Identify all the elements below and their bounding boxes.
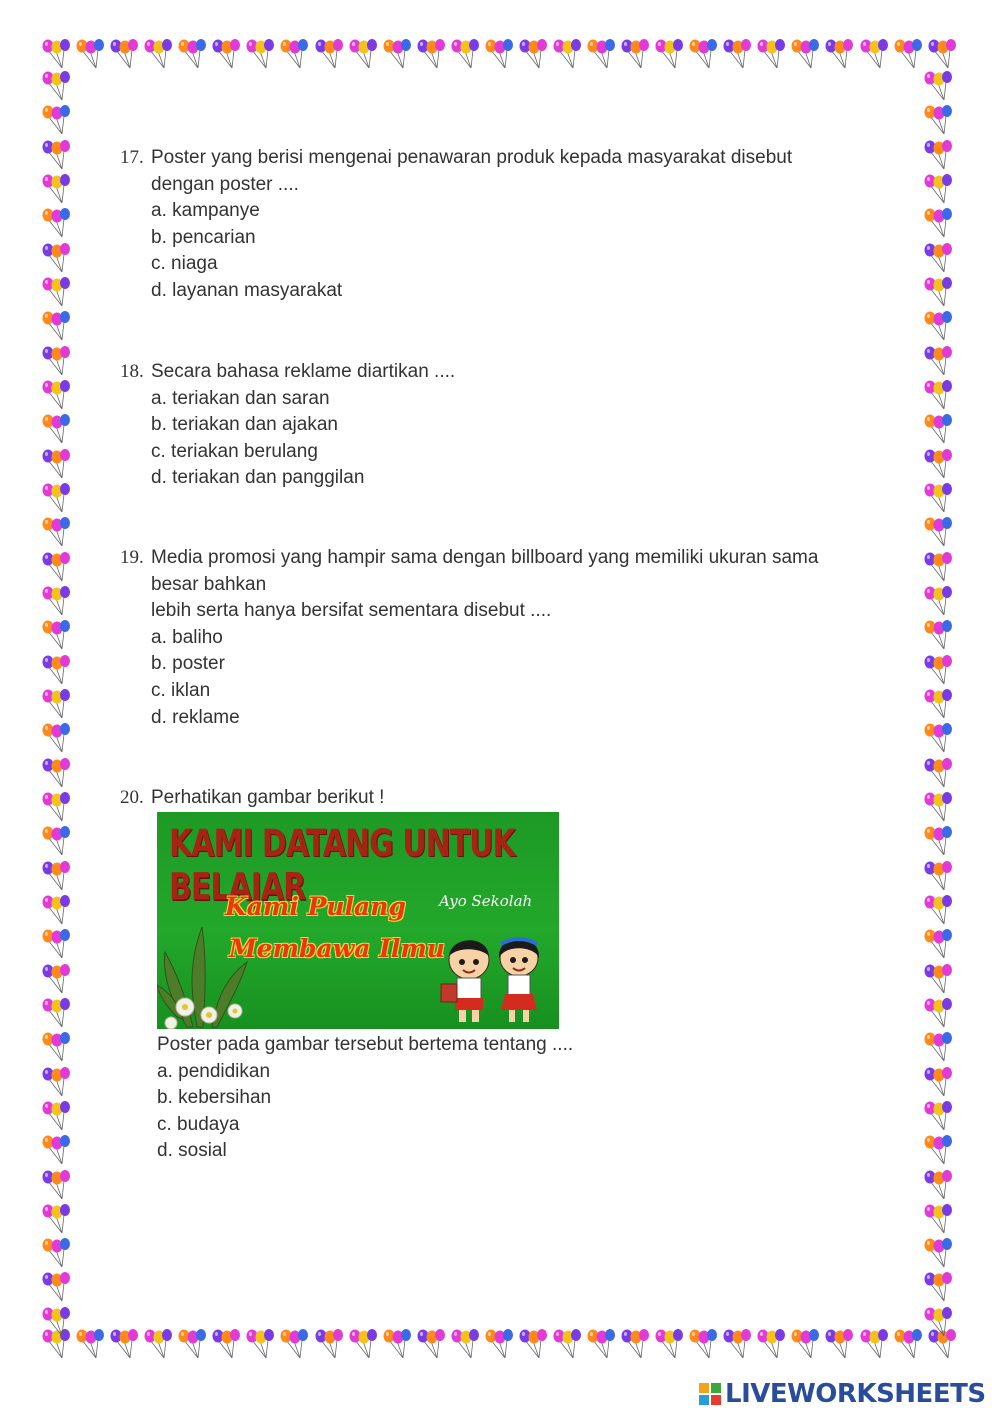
balloon-icon bbox=[40, 963, 74, 997]
balloon-icon bbox=[922, 551, 956, 585]
balloon-icon bbox=[721, 38, 755, 72]
border-right bbox=[922, 70, 958, 1340]
option-d[interactable]: d. layanan masyarakat bbox=[151, 279, 343, 301]
balloon-icon bbox=[40, 722, 74, 756]
question-20-answers bbox=[120, 1032, 880, 1165]
balloon-icon bbox=[40, 1203, 74, 1237]
balloon-icon bbox=[176, 38, 210, 72]
question-number: 19. bbox=[120, 547, 144, 568]
balloon-icon bbox=[40, 310, 74, 344]
balloon-icon bbox=[108, 38, 142, 72]
option-a[interactable]: a. pendidikan bbox=[157, 1060, 271, 1082]
balloon-icon bbox=[347, 38, 381, 72]
balloon-icon bbox=[892, 1328, 926, 1362]
balloon-icon bbox=[922, 585, 956, 619]
balloon-icon bbox=[483, 1328, 517, 1362]
balloon-icon bbox=[892, 38, 926, 72]
balloon-icon bbox=[926, 38, 960, 72]
balloon-icon bbox=[922, 1134, 956, 1168]
balloon-icon bbox=[74, 38, 108, 72]
option-c[interactable]: c. budaya bbox=[157, 1113, 240, 1135]
balloon-icon bbox=[551, 1328, 585, 1362]
balloon-icon bbox=[922, 1237, 956, 1271]
balloon-icon bbox=[922, 1100, 956, 1134]
balloon-icon bbox=[922, 894, 956, 928]
balloon-icon bbox=[653, 1328, 687, 1362]
balloon-icon bbox=[922, 860, 956, 894]
children-illustration-icon bbox=[433, 922, 553, 1027]
question-text: lebih serta hanya bersifat sementara disebut .... bbox=[151, 600, 552, 622]
balloon-icon bbox=[415, 1328, 449, 1362]
option-c[interactable]: c. niaga bbox=[151, 253, 218, 275]
question-text: Secara bahasa reklame diartikan .... bbox=[151, 361, 456, 382]
balloon-icon bbox=[755, 1328, 789, 1362]
balloon-icon bbox=[278, 38, 312, 72]
balloon-icon bbox=[381, 1328, 415, 1362]
balloon-icon bbox=[40, 654, 74, 688]
balloon-icon bbox=[313, 38, 347, 72]
question-number: 20. bbox=[120, 787, 144, 808]
poster-line-1: Kami Pulang bbox=[225, 892, 406, 921]
balloon-icon bbox=[922, 1306, 956, 1340]
balloon-icon bbox=[210, 38, 244, 72]
balloon-icon bbox=[922, 276, 956, 310]
balloon-icon bbox=[40, 448, 74, 482]
balloon-icon bbox=[922, 688, 956, 722]
option-a[interactable]: a. baliho bbox=[151, 626, 223, 648]
balloon-icon bbox=[381, 38, 415, 72]
balloon-icon bbox=[449, 1328, 483, 1362]
balloon-icon bbox=[40, 482, 74, 516]
option-b[interactable]: b. teriakan dan ajakan bbox=[151, 414, 338, 436]
balloon-icon bbox=[922, 310, 956, 344]
balloon-icon bbox=[858, 38, 892, 72]
balloon-icon bbox=[40, 38, 74, 72]
option-b[interactable]: b. poster bbox=[151, 653, 225, 675]
balloon-icon bbox=[922, 825, 956, 859]
balloon-icon bbox=[922, 1203, 956, 1237]
balloon-icon bbox=[922, 104, 956, 138]
balloon-icon bbox=[40, 139, 74, 173]
balloon-icon bbox=[619, 1328, 653, 1362]
balloon-icon bbox=[922, 379, 956, 413]
balloon-icon bbox=[789, 1328, 823, 1362]
balloon-icon bbox=[40, 1237, 74, 1271]
balloon-icon bbox=[653, 38, 687, 72]
question-18 bbox=[120, 359, 880, 492]
balloon-icon bbox=[619, 38, 653, 72]
balloon-icon bbox=[40, 860, 74, 894]
balloon-icon bbox=[40, 585, 74, 619]
balloon-icon bbox=[40, 345, 74, 379]
balloon-icon bbox=[922, 1066, 956, 1100]
liveworksheets-logo[interactable] bbox=[699, 1379, 986, 1409]
balloon-icon bbox=[922, 654, 956, 688]
balloon-icon bbox=[415, 38, 449, 72]
border-left bbox=[40, 70, 76, 1340]
balloon-icon bbox=[922, 345, 956, 379]
balloon-icon bbox=[40, 1100, 74, 1134]
option-d[interactable]: d. teriakan dan panggilan bbox=[151, 467, 365, 489]
option-b[interactable]: b. kebersihan bbox=[157, 1087, 272, 1109]
balloon-icon bbox=[313, 1328, 347, 1362]
balloon-icon bbox=[40, 70, 74, 104]
balloon-icon bbox=[40, 104, 74, 138]
brand-name: LIVEWORKSHEETS bbox=[725, 1379, 986, 1409]
plant-icon bbox=[157, 907, 267, 1029]
balloon-icon bbox=[244, 1328, 278, 1362]
poster-signature: Ayo Sekolah bbox=[439, 892, 533, 910]
balloon-icon bbox=[922, 207, 956, 241]
balloon-icon bbox=[858, 1328, 892, 1362]
balloon-icon bbox=[244, 38, 278, 72]
question-number: 18. bbox=[120, 361, 144, 382]
balloon-icon bbox=[922, 722, 956, 756]
balloon-icon bbox=[176, 1328, 210, 1362]
balloon-icon bbox=[40, 516, 74, 550]
question-text: Poster yang berisi mengenai penawaran produk kepada masyarakat disebut bbox=[151, 147, 793, 168]
option-d[interactable]: d. sosial bbox=[157, 1140, 227, 1162]
balloon-icon bbox=[40, 1134, 74, 1168]
balloon-icon bbox=[40, 619, 74, 653]
balloon-icon bbox=[922, 963, 956, 997]
balloon-icon bbox=[40, 379, 74, 413]
balloon-icon bbox=[687, 1328, 721, 1362]
balloon-icon bbox=[922, 448, 956, 482]
balloon-icon bbox=[823, 1328, 857, 1362]
option-d[interactable]: d. reklame bbox=[151, 706, 240, 728]
balloon-icon bbox=[40, 173, 74, 207]
balloon-icon bbox=[922, 413, 956, 447]
option-b[interactable]: b. pencarian bbox=[151, 226, 256, 248]
balloon-icon bbox=[210, 1328, 244, 1362]
poster-line-2: Membawa Ilmu bbox=[229, 934, 445, 963]
balloon-icon bbox=[755, 38, 789, 72]
balloon-icon bbox=[922, 757, 956, 791]
balloon-icon bbox=[40, 825, 74, 859]
balloon-icon bbox=[922, 1169, 956, 1203]
question-number: 17. bbox=[120, 147, 144, 168]
option-a[interactable]: a. teriakan dan saran bbox=[151, 387, 330, 409]
balloon-icon bbox=[922, 139, 956, 173]
balloon-icon bbox=[585, 38, 619, 72]
question-19 bbox=[120, 545, 880, 731]
balloon-icon bbox=[922, 242, 956, 276]
balloon-icon bbox=[40, 1271, 74, 1305]
question-text: dengan poster .... bbox=[151, 173, 299, 195]
balloon-icon bbox=[40, 894, 74, 928]
balloon-icon bbox=[922, 997, 956, 1031]
balloon-icon bbox=[922, 173, 956, 207]
poster-headline: KAMI DATANG UNTUK BELAJAR bbox=[169, 822, 515, 910]
balloon-icon bbox=[40, 1031, 74, 1065]
balloon-icon bbox=[74, 1328, 108, 1362]
balloon-icon bbox=[142, 38, 176, 72]
option-c[interactable]: c. teriakan berulang bbox=[151, 440, 318, 462]
border-top bbox=[40, 38, 960, 74]
balloon-icon bbox=[40, 997, 74, 1031]
balloon-icon bbox=[40, 207, 74, 241]
balloon-icon bbox=[108, 1328, 142, 1362]
balloon-icon bbox=[922, 1031, 956, 1065]
balloon-icon bbox=[922, 1271, 956, 1305]
question-followup: Poster pada gambar tersebut bertema tentang .... bbox=[157, 1034, 574, 1055]
balloon-icon bbox=[278, 1328, 312, 1362]
balloon-icon bbox=[40, 1306, 74, 1340]
balloon-icon bbox=[40, 928, 74, 962]
balloon-icon bbox=[517, 38, 551, 72]
question-text: Perhatikan gambar berikut ! bbox=[151, 787, 385, 808]
balloon-icon bbox=[721, 1328, 755, 1362]
balloon-icon bbox=[789, 38, 823, 72]
question-20 bbox=[120, 785, 880, 812]
balloon-icon bbox=[585, 1328, 619, 1362]
balloon-icon bbox=[40, 276, 74, 310]
balloon-icon bbox=[40, 413, 74, 447]
poster-image bbox=[157, 812, 559, 1029]
balloon-icon bbox=[40, 242, 74, 276]
balloon-icon bbox=[922, 516, 956, 550]
liveworksheets-mark-icon bbox=[699, 1383, 721, 1405]
balloon-icon bbox=[687, 38, 721, 72]
balloon-icon bbox=[40, 1169, 74, 1203]
balloon-icon bbox=[483, 38, 517, 72]
balloon-icon bbox=[517, 1328, 551, 1362]
balloon-icon bbox=[922, 482, 956, 516]
balloon-icon bbox=[40, 551, 74, 585]
balloon-icon bbox=[40, 688, 74, 722]
balloon-icon bbox=[823, 38, 857, 72]
question-17 bbox=[120, 145, 880, 305]
balloon-icon bbox=[922, 619, 956, 653]
option-c[interactable]: c. iklan bbox=[151, 679, 211, 701]
balloon-icon bbox=[347, 1328, 381, 1362]
question-text: Media promosi yang hampir sama dengan billboard yang memiliki ukuran sama bbox=[151, 547, 819, 568]
balloon-icon bbox=[551, 38, 585, 72]
option-a[interactable]: a. kampanye bbox=[151, 200, 260, 222]
balloon-icon bbox=[922, 791, 956, 825]
border-bottom bbox=[40, 1328, 960, 1364]
balloon-icon bbox=[449, 38, 483, 72]
balloon-icon bbox=[40, 791, 74, 825]
balloon-icon bbox=[922, 928, 956, 962]
balloon-icon bbox=[142, 1328, 176, 1362]
balloon-icon bbox=[40, 757, 74, 791]
question-text: besar bahkan bbox=[151, 573, 267, 595]
balloon-icon bbox=[40, 1066, 74, 1100]
balloon-icon bbox=[922, 70, 956, 104]
